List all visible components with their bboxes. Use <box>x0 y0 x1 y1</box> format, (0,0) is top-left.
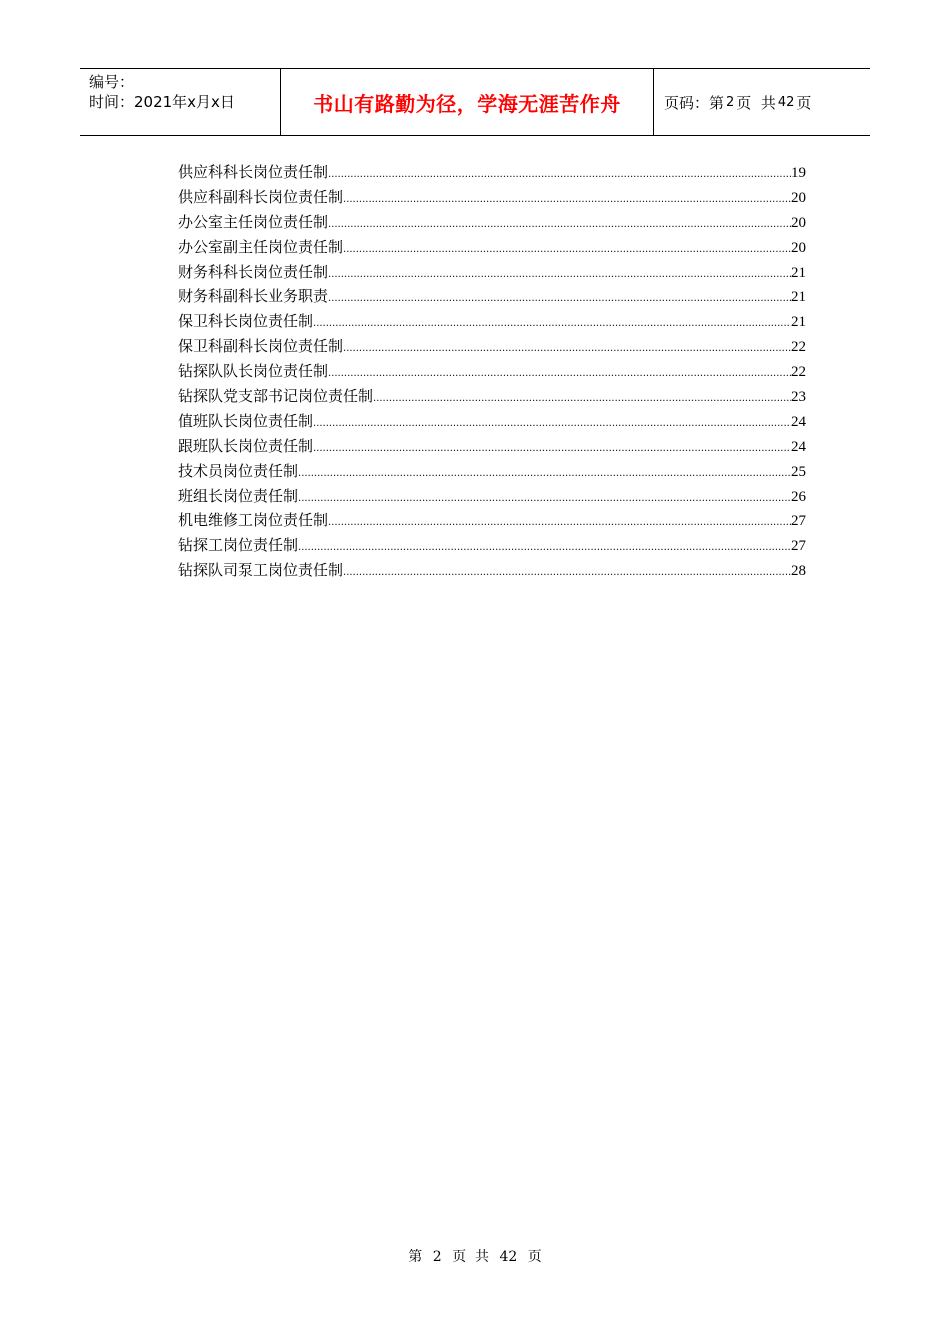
toc-entry-title: 供应科科长岗位责任制 <box>178 163 329 181</box>
toc-entry-page: 21 <box>791 289 806 306</box>
page-suffix: 页 <box>796 93 812 112</box>
toc-entry-title: 班组长岗位责任制 <box>178 486 299 505</box>
page-total: 42 <box>777 94 795 110</box>
toc-entry-title: 钻探队党支部书记岗位责任制 <box>178 387 374 406</box>
page-footer <box>0 1246 950 1266</box>
toc-entry[interactable] <box>178 409 806 434</box>
toc-leader-dots <box>328 263 791 288</box>
time-label: 时间：2021年x月x日 <box>89 93 235 111</box>
toc-leader-dots <box>313 412 791 437</box>
toc-entry-title: 值班队长岗位责任制 <box>178 411 314 430</box>
toc-entry-page: 20 <box>791 189 806 206</box>
toc-leader-dots <box>298 462 791 487</box>
toc-leader-dots <box>328 213 791 238</box>
table-of-contents <box>178 160 806 583</box>
toc-leader-dots <box>328 287 791 312</box>
toc-leader-dots <box>328 362 791 387</box>
toc-leader-dots <box>373 387 791 412</box>
toc-entry[interactable] <box>178 210 806 235</box>
header-info-cell <box>80 69 281 135</box>
toc-entry-page: 25 <box>791 463 806 480</box>
toc-leader-dots <box>343 561 791 586</box>
toc-entry-title: 跟班队长岗位责任制 <box>178 436 314 455</box>
toc-leader-dots <box>313 312 791 337</box>
toc-entry-page: 21 <box>791 314 806 331</box>
toc-entry[interactable] <box>178 434 806 459</box>
toc-entry[interactable] <box>178 484 806 509</box>
page-header <box>80 68 870 136</box>
toc-entry[interactable] <box>178 359 806 384</box>
toc-entry[interactable] <box>178 508 806 533</box>
toc-leader-dots <box>343 238 791 263</box>
footer-prefix: 第 <box>408 1249 423 1265</box>
toc-entry-title: 机电维修工岗位责任制 <box>178 511 329 530</box>
toc-entry[interactable] <box>178 185 806 210</box>
page-current: 2 <box>726 94 735 110</box>
toc-entry-title: 供应科副科长岗位责任制 <box>178 187 344 206</box>
footer-mid: 页 共 <box>452 1249 489 1265</box>
toc-leader-dots <box>298 536 791 561</box>
toc-entry-page: 27 <box>791 538 806 555</box>
toc-entry-title: 保卫科长岗位责任制 <box>178 312 314 331</box>
toc-leader-dots <box>328 511 791 536</box>
footer-current: 2 <box>432 1249 442 1265</box>
motto-text: 书山有路勤为径，学海无涯苦作舟 <box>313 91 621 116</box>
toc-leader-dots <box>343 337 791 362</box>
toc-entry-page: 19 <box>791 165 806 181</box>
toc-entry-page: 20 <box>791 214 806 231</box>
toc-entry-title: 办公室副主任岗位责任制 <box>178 237 344 256</box>
toc-entry-title: 财务科副科长业务职责 <box>178 287 329 306</box>
page-prefix: 页码：第 <box>664 93 725 112</box>
toc-entry-page: 26 <box>791 488 806 505</box>
toc-entry-page: 23 <box>791 389 806 406</box>
footer-total: 42 <box>499 1249 518 1265</box>
toc-entry-title: 保卫科副科长岗位责任制 <box>178 337 344 356</box>
toc-entry[interactable] <box>178 309 806 334</box>
toc-entry[interactable] <box>178 533 806 558</box>
toc-entry-title: 技术员岗位责任制 <box>178 461 299 480</box>
toc-entry-page: 24 <box>791 413 806 430</box>
header-motto-cell <box>281 69 654 135</box>
toc-entry-page: 22 <box>791 364 806 381</box>
toc-entry[interactable] <box>178 284 806 309</box>
toc-entry-page: 28 <box>791 563 806 580</box>
toc-leader-dots <box>343 188 791 213</box>
toc-entry[interactable] <box>178 334 806 359</box>
toc-leader-dots <box>298 487 791 512</box>
toc-entry-title: 财务科科长岗位责任制 <box>178 262 329 281</box>
toc-entry[interactable] <box>178 558 806 583</box>
toc-leader-dots <box>313 437 791 462</box>
header-page-cell <box>654 69 870 135</box>
footer-suffix: 页 <box>527 1249 542 1265</box>
toc-entry-page: 20 <box>791 239 806 256</box>
toc-entry-title: 钻探工岗位责任制 <box>178 536 299 555</box>
toc-entry-title: 钻探队司泵工岗位责任制 <box>178 561 344 580</box>
toc-leader-dots <box>328 163 791 188</box>
toc-entry-page: 21 <box>791 264 806 281</box>
toc-entry-page: 24 <box>791 438 806 455</box>
toc-entry[interactable] <box>178 260 806 285</box>
page-mid: 页 共 <box>736 93 776 112</box>
toc-entry-title: 办公室主任岗位责任制 <box>178 212 329 231</box>
toc-entry[interactable] <box>178 235 806 260</box>
toc-entry[interactable] <box>178 160 806 185</box>
number-label: 编号： <box>89 73 135 91</box>
toc-entry[interactable] <box>178 459 806 484</box>
toc-entry[interactable] <box>178 384 806 409</box>
toc-entry-title: 钻探队队长岗位责任制 <box>178 362 329 381</box>
toc-entry-page: 22 <box>791 339 806 356</box>
toc-entry-page: 27 <box>791 513 806 530</box>
